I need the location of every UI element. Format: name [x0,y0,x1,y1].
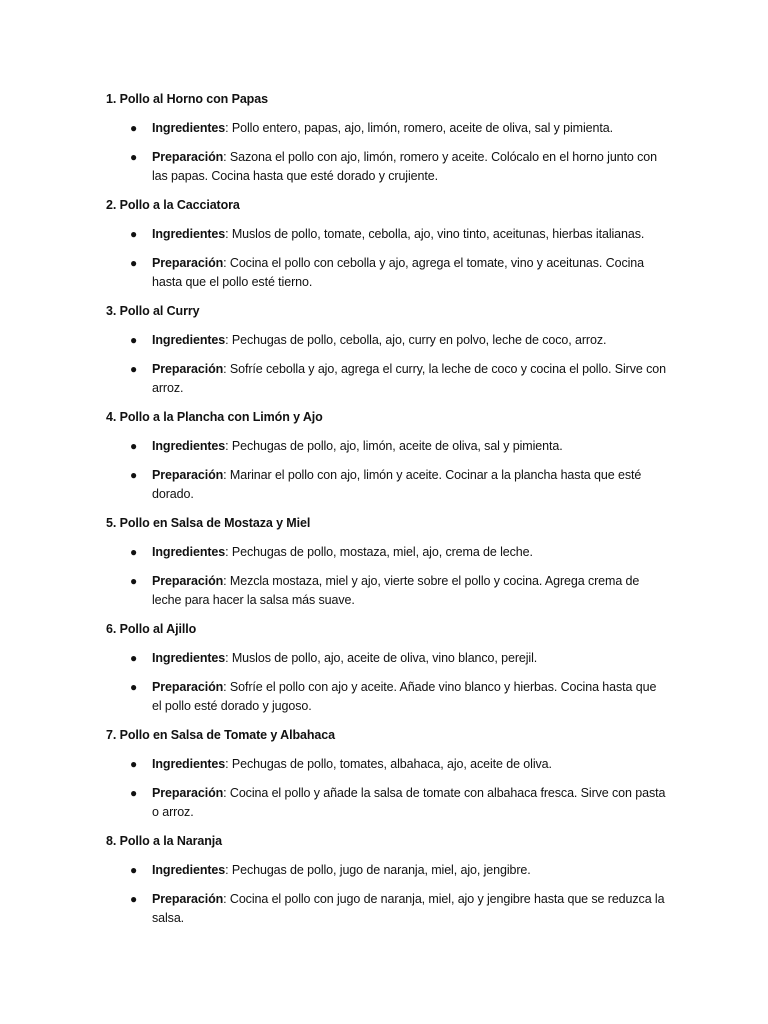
preparation-text: : Sofríe cebolla y ajo, agrega el curry, la leche de coco y cocina el pollo. Sirve con arroz. [152,362,666,395]
recipe-details-list [106,543,666,610]
recipe-details-list [106,437,666,504]
recipe-section [106,90,666,186]
bullet-icon: ● [130,757,138,771]
preparation-text: : Sofríe el pollo con ajo y aceite. Añade vino blanco y hierbas. Cocina hasta que el pollo esté dorado y jugoso. [152,680,657,713]
ingredients-text: : Pechugas de pollo, tomates, albahaca, ajo, aceite de oliva. [225,757,552,771]
document-body [106,90,666,938]
ingredients-text: : Muslos de pollo, ajo, aceite de oliva, vino blanco, perejil. [225,651,538,665]
ingredients-text: : Pechugas de pollo, jugo de naranja, miel, ajo, jengibre. [225,863,531,877]
recipe-details-list [106,861,666,928]
preparation-item [106,572,666,610]
bullet-icon: ● [130,121,138,135]
preparation-text: : Mezcla mostaza, miel y ajo, vierte sobre el pollo y cocina. Agrega crema de leche para hacer la salsa más suave. [152,574,640,607]
bullet-icon: ● [130,863,138,877]
recipe-section [106,514,666,610]
bullet-icon: ● [130,651,138,665]
recipe-title: 5. Pollo en Salsa de Mostaza y Miel [106,516,311,530]
preparation-label: Preparación [152,574,224,588]
bullet-icon: ● [130,680,138,694]
ingredients-item [106,119,666,138]
preparation-item [106,254,666,292]
ingredients-label: Ingredientes [152,227,226,241]
recipe-title: 6. Pollo al Ajillo [106,622,197,636]
preparation-item [106,890,666,928]
preparation-text: : Marinar el pollo con ajo, limón y aceite. Cocinar a la plancha hasta que esté dorado. [152,468,642,501]
recipe-section [106,302,666,398]
preparation-item [106,784,666,822]
recipe-section [106,196,666,292]
ingredients-item [106,861,666,880]
preparation-label: Preparación [152,256,224,270]
preparation-item [106,148,666,186]
preparation-label: Preparación [152,150,224,164]
bullet-icon: ● [130,786,138,800]
recipe-section [106,408,666,504]
ingredients-label: Ingredientes [152,757,226,771]
preparation-item [106,360,666,398]
recipe-details-list [106,755,666,822]
preparation-text: : Cocina el pollo con cebolla y ajo, agrega el tomate, vino y aceitunas. Cocina hasta que el pollo esté tierno. [152,256,644,289]
preparation-item [106,678,666,716]
recipe-section [106,726,666,822]
ingredients-text: : Pechugas de pollo, mostaza, miel, ajo, crema de leche. [225,545,533,559]
recipe-title: 3. Pollo al Curry [106,304,200,318]
bullet-icon: ● [130,892,138,906]
ingredients-label: Ingredientes [152,121,226,135]
ingredients-item [106,649,666,668]
ingredients-label: Ingredientes [152,333,226,347]
ingredients-item [106,225,666,244]
ingredients-item [106,437,666,456]
recipe-section [106,620,666,716]
ingredients-text: : Pechugas de pollo, cebolla, ajo, curry en polvo, leche de coco, arroz. [225,333,607,347]
recipe-title: 2. Pollo a la Cacciatora [106,198,240,212]
bullet-icon: ● [130,256,138,270]
bullet-icon: ● [130,333,138,347]
preparation-label: Preparación [152,362,224,376]
recipe-title: 4. Pollo a la Plancha con Limón y Ajo [106,410,323,424]
preparation-text: : Cocina el pollo y añade la salsa de tomate con albahaca fresca. Sirve con pasta o arroz. [152,786,666,819]
ingredients-text: : Pollo entero, papas, ajo, limón, romero, aceite de oliva, sal y pimienta. [225,121,613,135]
bullet-icon: ● [130,439,138,453]
ingredients-item [106,331,666,350]
bullet-icon: ● [130,545,138,559]
ingredients-label: Ingredientes [152,439,226,453]
ingredients-label: Ingredientes [152,545,226,559]
preparation-label: Preparación [152,680,224,694]
ingredients-text: : Muslos de pollo, tomate, cebolla, ajo, vino tinto, aceitunas, hierbas italianas. [225,227,645,241]
ingredients-item [106,543,666,562]
recipe-section [106,832,666,928]
preparation-label: Preparación [152,786,224,800]
ingredients-label: Ingredientes [152,863,226,877]
preparation-label: Preparación [152,468,224,482]
ingredients-text: : Pechugas de pollo, ajo, limón, aceite de oliva, sal y pimienta. [225,439,563,453]
recipe-title: 7. Pollo en Salsa de Tomate y Albahaca [106,728,335,742]
preparation-text: : Cocina el pollo con jugo de naranja, miel, ajo y jengibre hasta que se reduzca la salsa. [152,892,665,925]
recipe-details-list [106,225,666,292]
recipe-title: 8. Pollo a la Naranja [106,834,223,848]
ingredients-item [106,755,666,774]
bullet-icon: ● [130,362,138,376]
preparation-item [106,466,666,504]
recipe-details-list [106,119,666,186]
bullet-icon: ● [130,468,138,482]
bullet-icon: ● [130,574,138,588]
ingredients-label: Ingredientes [152,651,226,665]
preparation-label: Preparación [152,892,224,906]
bullet-icon: ● [130,227,138,241]
preparation-text: : Sazona el pollo con ajo, limón, romero y aceite. Colócalo en el horno junto con las papas. Cocina hasta que esté dorado y crujiente. [152,150,657,183]
bullet-icon: ● [130,150,138,164]
recipe-title: 1. Pollo al Horno con Papas [106,92,268,106]
recipe-details-list [106,649,666,716]
recipe-details-list [106,331,666,398]
